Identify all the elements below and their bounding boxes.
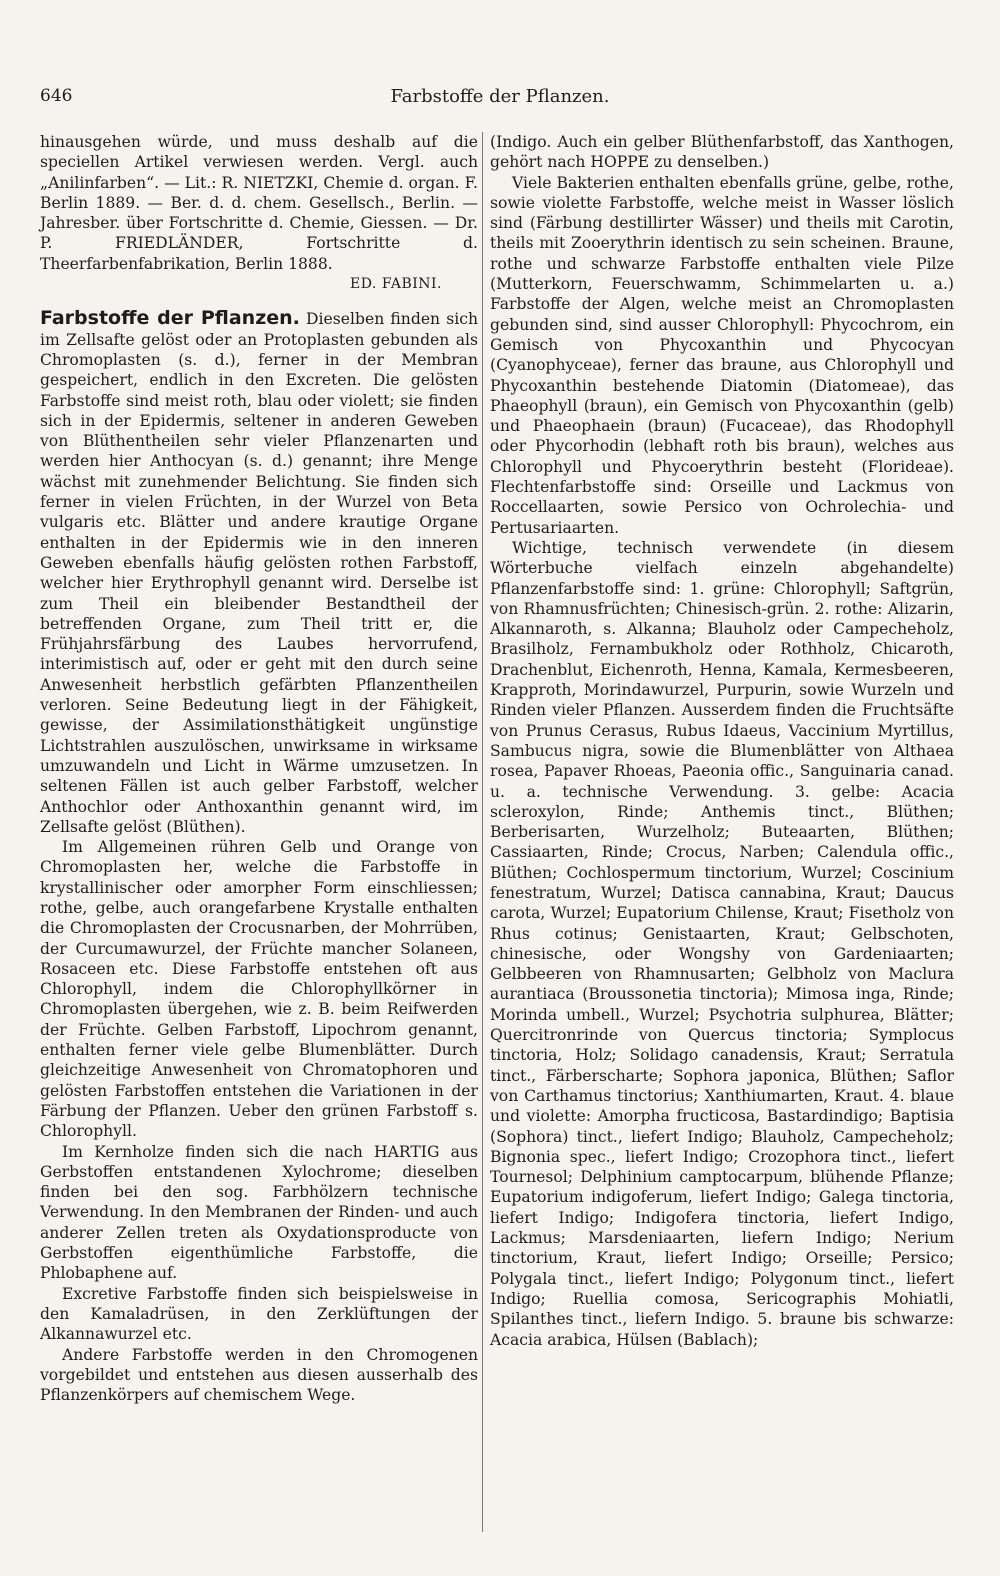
left-column <box>40 132 478 1405</box>
paragraph: Viele Bakterien enthalten ebenfalls grüne, gelbe, rothe, sowie violette Farbstoffe, welche meist in Wasser löslich sind (Färbung destillirter Wässer) und theils mit Carotin, theils mit Zooerythrin identisch zu sein scheinen. Braune, rothe und schwarze Farbstoffe enthalten viele Pilze (Mutterkorn, Feuerschwamm, Schimmelarten u. a.) Farbstoffe der Algen, welche meist an Chromoplasten gebunden sind, sind ausser Chlorophyll: Phycochrom, ein Gemisch von Phycoxanthin und Phycocyan (Cyanophyceae), ferner das braune, aus Chlorophyll und Phycoxanthin bestehende Diatomin (Diatomeae), das Phaeophyll (braun), ein Gemisch von Phycoxanthin (gelb) und Phaeophaein (braun) (Fucaceae), das Rhodophyll oder Phycorhodin (lebhaft roth bis braun), welches aus Chlorophyll und Phycoerythrin besteht (Florideae). Flechtenfarbstoffe sind: Orseille und Lackmus von Roccellaarten, sowie Persico von Ochrolechia- und Pertusariaarten. <box>490 173 954 537</box>
paragraph: Im Kernholze finden sich die nach HARTIG aus Gerbstoffen entstandenen Xylochrome; dieselben finden bei den sog. Farbhölzern technische Verwendung. In den Membranen der Rinden- und auch anderer Zellen treten als Oxydationsproducte von Gerbstoffen eigenthümliche Farbstoffe, die Phlobaphene auf. <box>40 1142 478 1283</box>
section-heading: Farbstoffe der Pflanzen. <box>40 307 300 330</box>
column-divider <box>482 132 483 1532</box>
page-header <box>40 86 960 116</box>
paragraph <box>40 308 478 837</box>
paragraph-text: Dieselben finden sich im Zellsafte gelöst oder an Protoplasten gebunden als Chromoplasten (s. d.), ferner in der Membran gespeichert, endlich in den Excreten. Die gelösten Farbstoffe sind meist roth, blau oder violett; sie finden sich in der Epidermis, seltener in anderen Geweben von Blüthentheilen sehr vieler Pflanzenarten und werden hier Anthocyan (s. d.) genannt; ihre Menge wächst mit zunehmender Belichtung. Sie finden sich ferner in vielen Früchten, in der Wurzel von Beta vulgaris etc. Blätter und andere krautige Organe enthalten in der Epidermis wie in den inneren Geweben ebenfalls häufig gelösten rothen Farbstoff, welcher hier Erythrophyll genannt wird. Derselbe ist zum Theil ein bleibender Bestandtheil der betreffenden Organe, zum Theil tritt er, die Frühjahrsfärbung des Laubes hervorrufend, interimistisch auf, oder er geht mit den durch seine Anwesenheit herbstlich gefärbten Pflanzentheilen verloren. Seine Bedeutung liegt in der Fähigkeit, gewisse, der Assimilationsthätigkeit ungünstige Lichtstrahlen auszulöschen, unwirksame in wirksame umzuwandeln und Licht in Wärme umzusetzen. In seltenen Fällen ist auch gelber Farbstoff, welcher Anthochlor oder Anthoxanthin genannt wird, im Zellsafte gelöst (Blüthen). <box>40 310 479 836</box>
running-title: Farbstoffe der Pflanzen. <box>390 86 610 107</box>
paragraph: Andere Farbstoffe werden in den Chromogenen vorgebildet und entstehen aus diesen ausserhalb des Pflanzenkörpers auf chemischem Wege. <box>40 1345 478 1405</box>
paragraph: Wichtige, technisch verwendete (in diesem Wörterbuche vielfach einzeln abgehandelte) Pflanzenfarbstoffe sind: 1. grüne: Chlorophyll; Saftgrün, von Rhamnusfrüchten; Chinesisch-grün. 2. rothe: Alizarin, Alkannaroth, s. Alkanna; Blauholz oder Campecheholz, Brasilholz, Fernambukholz oder Rothholz, Chicaroth, Drachenblut, Eichenroth, Henna, Kamala, Kermesbeeren, Krapproth, Morindawurzel, Purpurin, sowie Wurzeln und Rinden vieler Pflanzen. Ausserdem finden die Fruchtsäfte von Prunus Cerasus, Rubus Idaeus, Vaccinium Myrtillus, Sambucus nigra, sowie die Blumenblätter von Althaea rosea, Papaver Rhoeas, Paeonia offic., Sanguinaria canad. u. a. technische Verwendung. 3. gelbe: Acacia scleroxylon, Rinde; Anthemis tinct., Blüthen; Berberisarten, Wurzelholz; Buteaarten, Blüthen; Cassiaarten, Rinde; Crocus, Narben; Calendula offic., Blüthen; Cochlospermum tinctorium, Wurzel; Coscinium fenestratum, Wurzel; Datisca cannabina, Kraut; Daucus carota, Wurzel; Eupatorium Chilense, Kraut; Fisetholz von Rhus cotinus; Genistaarten, Kraut; Gelbschoten, chinesische, oder Wongshy von Gardeniaarten; Gelbbeeren von Rhamnusarten; Gelbholz von Maclura aurantiaca (Broussonetia tinctoria); Mimosa inga, Rinde; Morinda umbell., Wurzel; Psychotria sulphurea, Blätter; Quercitronrinde von Quercus tinctoria; Symplocus tinctoria, Holz; Solidago canadensis, Kraut; Serratula tinct., Färberscharte; Sophora japonica, Blüthen; Saflor von Carthamus tinctorius; Xanthiumarten, Kraut. 4. blaue und violette: Amorpha fructicosa, Bastardindigo; Baptisia (Sophora) tinct., liefert Indigo; Blauholz, Campecheholz; Bignonia spec., liefert Indigo; Crozophora tinct., liefert Tournesol; Delphinium camptocarpum, blühende Pflanze; Eupatorium indigoferum, liefert Indigo; Galega tinctoria, liefert Indigo; Indigofera tinctoria, liefert Indigo, Lackmus; Marsdeniaarten, liefern Indigo; Nerium tinctorium, Kraut, liefert Indigo; Orseille; Persico; Polygala tinct., liefert Indigo; Polygonum tinct., liefert Indigo; Ruellia comosa, Sericographis Mohiatli, Spilanthes tinct., liefern Indigo. 5. braune bis schwarze: Acacia arabica, Hülsen (Bablach); <box>490 538 954 1349</box>
paragraph: Excretive Farbstoffe finden sich beispielsweise in den Kamaladrüsen, in den Zerklüftungen der Alkannawurzel etc. <box>40 1284 478 1344</box>
paragraph: (Indigo. Auch ein gelber Blüthenfarbstoff, das Xanthogen, gehört nach HOPPE zu denselben.) <box>490 133 954 172</box>
author-signature: ED. FABINI. <box>349 276 442 293</box>
paragraph: Im Allgemeinen rühren Gelb und Orange von Chromoplasten her, welche die Farbstoffe in krystallinischer oder amorpher Form einschliessen; rothe, gelbe, auch orangefarbene Krystalle enthalten die Chromoplasten der Crocusnarben, der Mohrrüben, der Curcumawurzel, der Früchte mancher Solaneen, Rosaceen etc. Diese Farbstoffe entstehen oft aus Chlorophyll, indem die Chlorophyllkörner in Chromoplasten übergehen, wie z. B. beim Reifwerden der Früchte. Gelben Farbstoff, Lipochrom genannt, enthalten ferner viele gelbe Blumenblätter. Durch gleichzeitige Anwesenheit von Chromatophoren und gelösten Farbstoffen entstehen die Variationen in der Färbung der Pflanzen. Ueber den grünen Farbstoff s. Chlorophyll. <box>40 838 478 1141</box>
right-column <box>490 132 954 1350</box>
page-number: 646 <box>40 86 73 106</box>
paragraph: hinausgehen würde, und muss deshalb auf die speciellen Artikel verwiesen werden. Vergl. auch „Anilinfarben“. — Lit.: R. NIETZKI, Chemie d. organ. F. Berlin 1889. — Ber. d. d. chem. Gesellsch., Berlin. — Jahresber. über Fortschritte d. Chemie, Giessen. — Dr. P. FRIEDLÄNDER, Fortschritte d. Theerfarbenfabrikation, Berlin 1888. <box>40 133 478 273</box>
